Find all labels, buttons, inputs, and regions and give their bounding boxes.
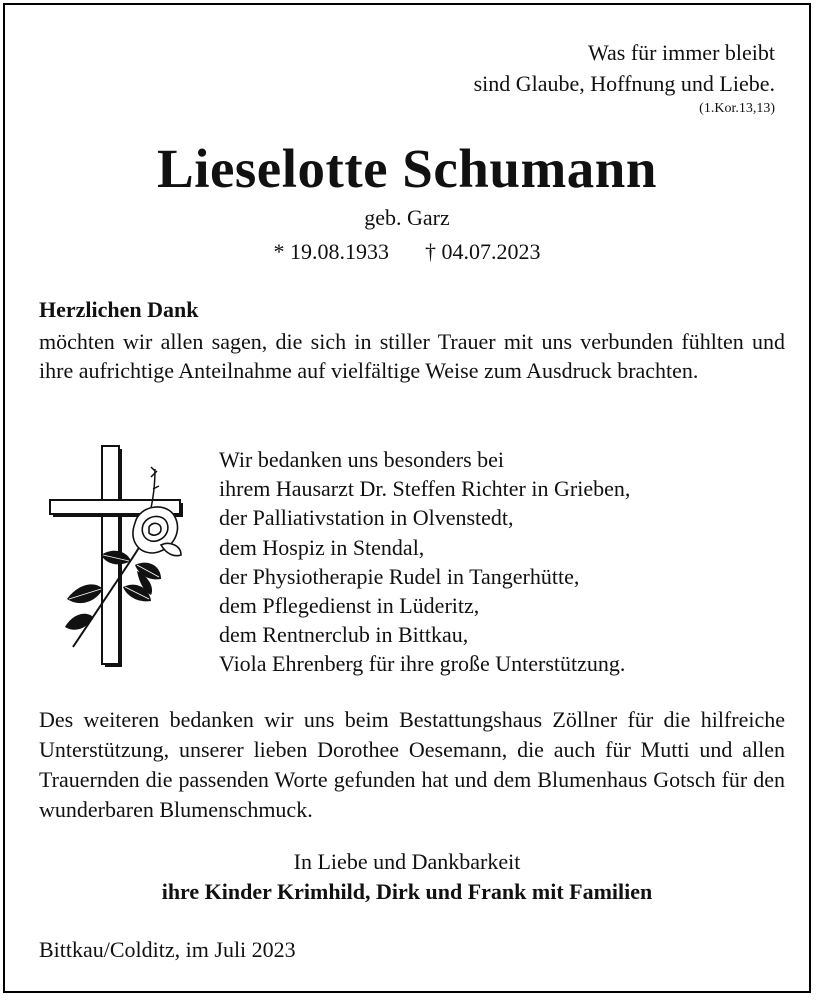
further-thanks-paragraph: Des weiteren bedanken wir uns beim Bestattungshaus Zöllner für die hilfreiche Unterstützung, unserer lieben Dorothee Oesemann, die auch für Mutti und allen Trauernden die passenden Worte gefunden hat und dem Blumenhaus Gotsch für den wunderbaren Blumenschmuck. (39, 707, 785, 822)
list-item: der Physiotherapie Rudel in Tangerhütte, (219, 563, 580, 589)
list-item: der Palliativstation in Olvenstedt, (219, 505, 514, 531)
quote-line-1: Was für immer bleibt (587, 40, 775, 65)
list-item: dem Rentnerclub in Bittkau, (219, 622, 469, 648)
list-item: dem Hospiz in Stendal, (219, 534, 425, 560)
quote-line-2: sind Glaube, Hoffnung und Liebe. (473, 71, 775, 96)
bible-quote (474, 37, 775, 99)
list-item: ihrem Hausarzt Dr. Steffen Richter in Grieben, (219, 476, 631, 502)
birth-date: * 19.08.1933 (273, 239, 389, 264)
thanks-paragraph: möchten wir allen sagen, die sich in stiller Trauer mit uns verbunden fühlten und ihre aufrichtige Anteilnahme auf vielfältige Weise zum Ausdruck brachten. (39, 329, 785, 383)
list-item: Wir bedanken uns besonders bei (219, 447, 505, 472)
place-and-date: Bittkau/Colditz, im Juli 2023 (39, 937, 296, 962)
quote-reference: (1.Kor.13,13) (699, 101, 775, 116)
cross-with-rose-icon (43, 437, 193, 667)
thanks-heading: Herzlichen Dank (39, 297, 199, 322)
obituary-notice (3, 3, 811, 993)
birth-name: geb. Garz (364, 205, 450, 230)
deceased-name: Lieselotte Schumann (157, 138, 657, 199)
death-date: † 04.07.2023 (425, 239, 541, 264)
special-thanks-list (219, 445, 630, 679)
life-dates (5, 239, 809, 265)
closing-line: In Liebe und Dankbarkeit (293, 849, 521, 874)
list-item: dem Pflegedienst in Lüderitz, (219, 593, 480, 619)
list-item: Viola Ehrenberg für ihre große Unterstützung. (219, 651, 626, 677)
signatories: ihre Kinder Krimhild, Dirk und Frank mit Familien (161, 879, 653, 904)
